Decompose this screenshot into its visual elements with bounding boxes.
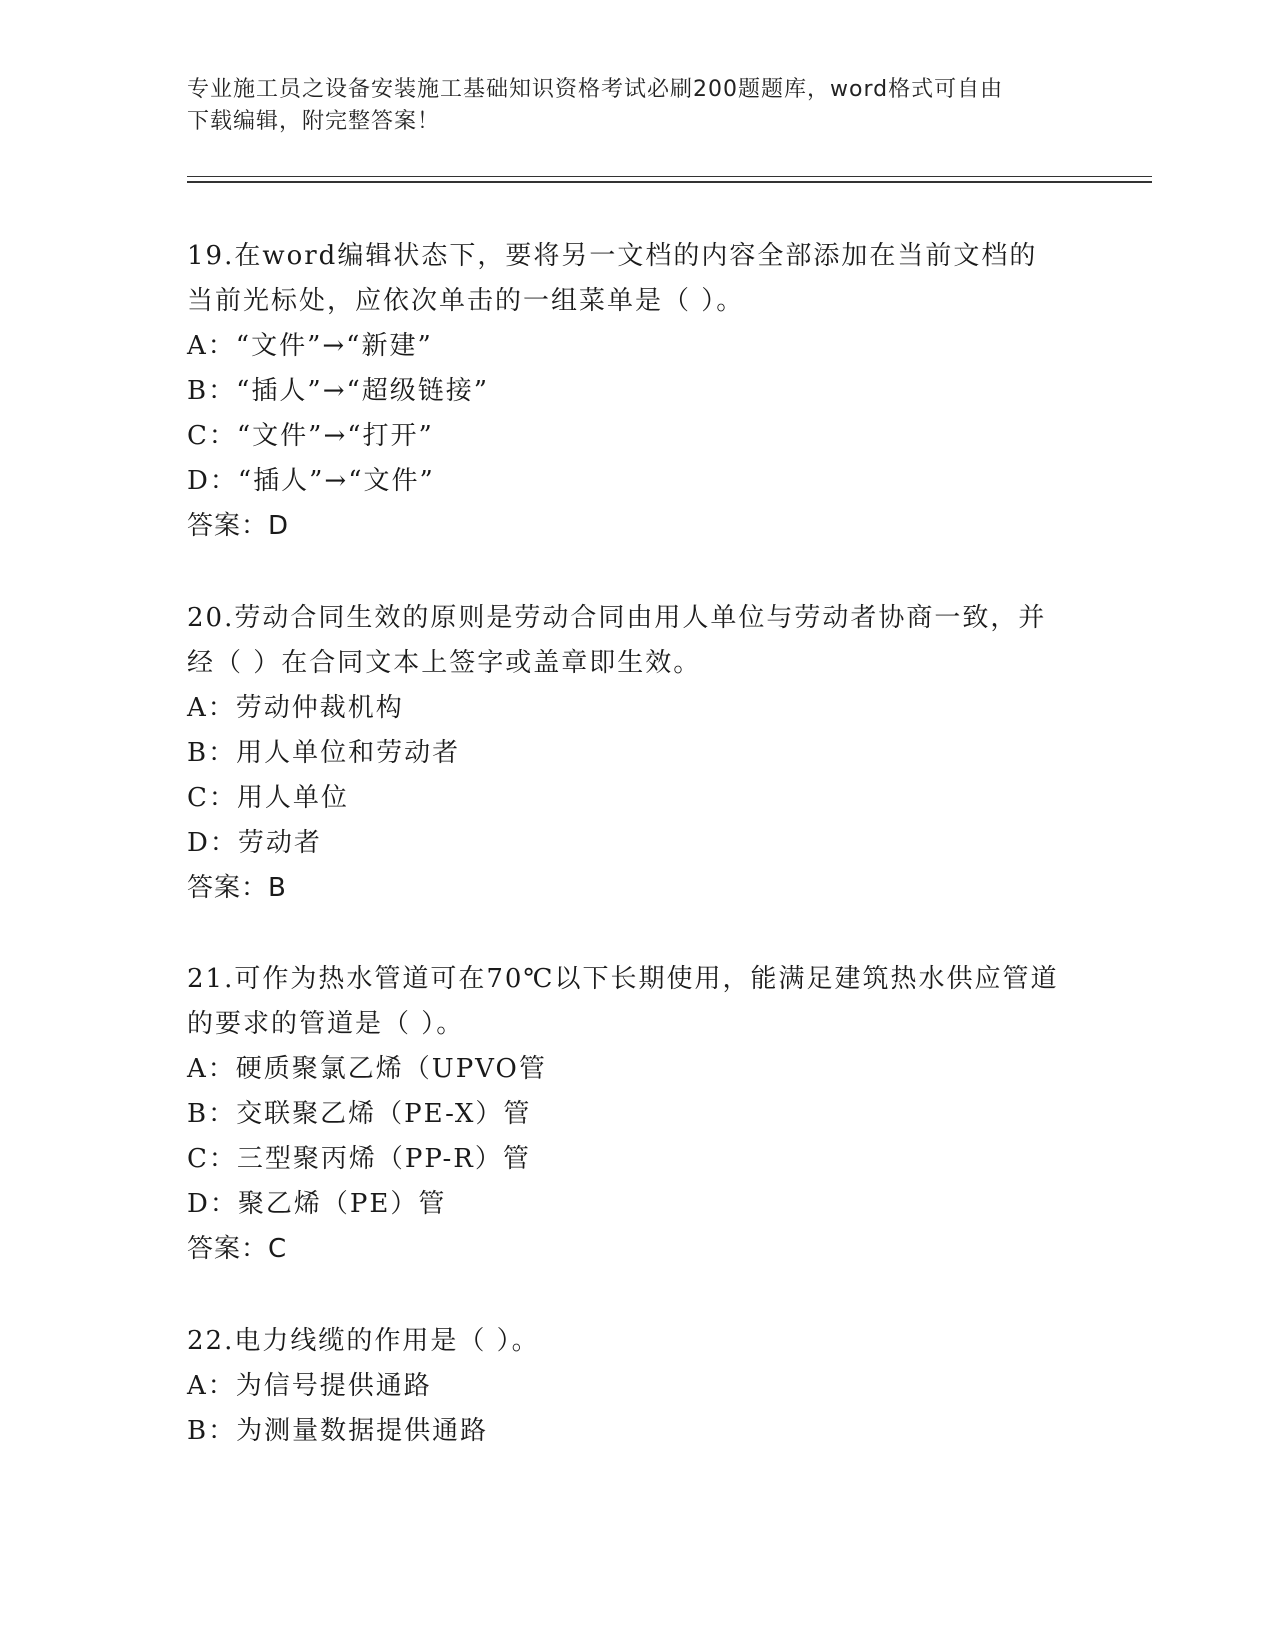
option-a: A：“文件”→“新建” — [187, 331, 433, 361]
question-stem-line-1: 20.劳动合同生效的原则是劳动合同由用人单位与劳动者协商一致，并 — [187, 603, 1047, 633]
option-c: C：三型聚丙烯（PP-R）管 — [187, 1144, 531, 1174]
question-stem-line-1: 19.在word编辑状态下，要将另一文档的内容全部添加在当前文档的 — [187, 241, 1038, 271]
answer-line: 答案：D — [187, 511, 290, 541]
option-d: D：“插人”→“文件” — [187, 466, 435, 496]
answer-line: 答案：C — [187, 1234, 288, 1264]
answer-line: 答案：B — [187, 873, 287, 903]
option-a: A：为信号提供通路 — [187, 1371, 432, 1401]
header-divider-thin — [187, 176, 1152, 177]
option-d: D：劳动者 — [187, 828, 322, 858]
document-header — [187, 74, 1087, 138]
question-21 — [187, 957, 1087, 1272]
option-a: A：劳动仲裁机构 — [187, 693, 404, 723]
question-stem-line-1: 22.电力线缆的作用是（ ）。 — [187, 1326, 540, 1356]
header-divider-thick — [187, 181, 1152, 183]
header-line-2: 下载编辑，附完整答案！ — [187, 109, 441, 134]
question-20 — [187, 596, 1087, 911]
question-stem-line-2: 的要求的管道是（ ）。 — [187, 1009, 465, 1039]
option-b: B：交联聚乙烯（PE-X）管 — [187, 1099, 532, 1129]
option-b: B：用人单位和劳动者 — [187, 738, 461, 768]
option-c: C：用人单位 — [187, 783, 349, 813]
question-22 — [187, 1319, 1087, 1454]
question-stem-line-2: 当前光标处，应依次单击的一组菜单是（ ）。 — [187, 286, 745, 316]
question-19 — [187, 234, 1087, 549]
question-stem-line-2: 经（ ）在合同文本上签字或盖章即生效。 — [187, 648, 702, 678]
option-a: A：硬质聚氯乙烯（UPVO管 — [187, 1054, 547, 1084]
header-line-1: 专业施工员之设备安装施工基础知识资格考试必刷200题题库，word格式可自由 — [187, 77, 1004, 102]
option-d: D：聚乙烯（PE）管 — [187, 1189, 447, 1219]
question-stem-line-1: 21.可作为热水管道可在70℃以下长期使用，能满足建筑热水供应管道 — [187, 964, 1059, 994]
option-c: C：“文件”→“打开” — [187, 421, 434, 451]
option-b: B：为测量数据提供通路 — [187, 1416, 489, 1446]
option-b: B：“插人”→“超级链接” — [187, 376, 490, 406]
